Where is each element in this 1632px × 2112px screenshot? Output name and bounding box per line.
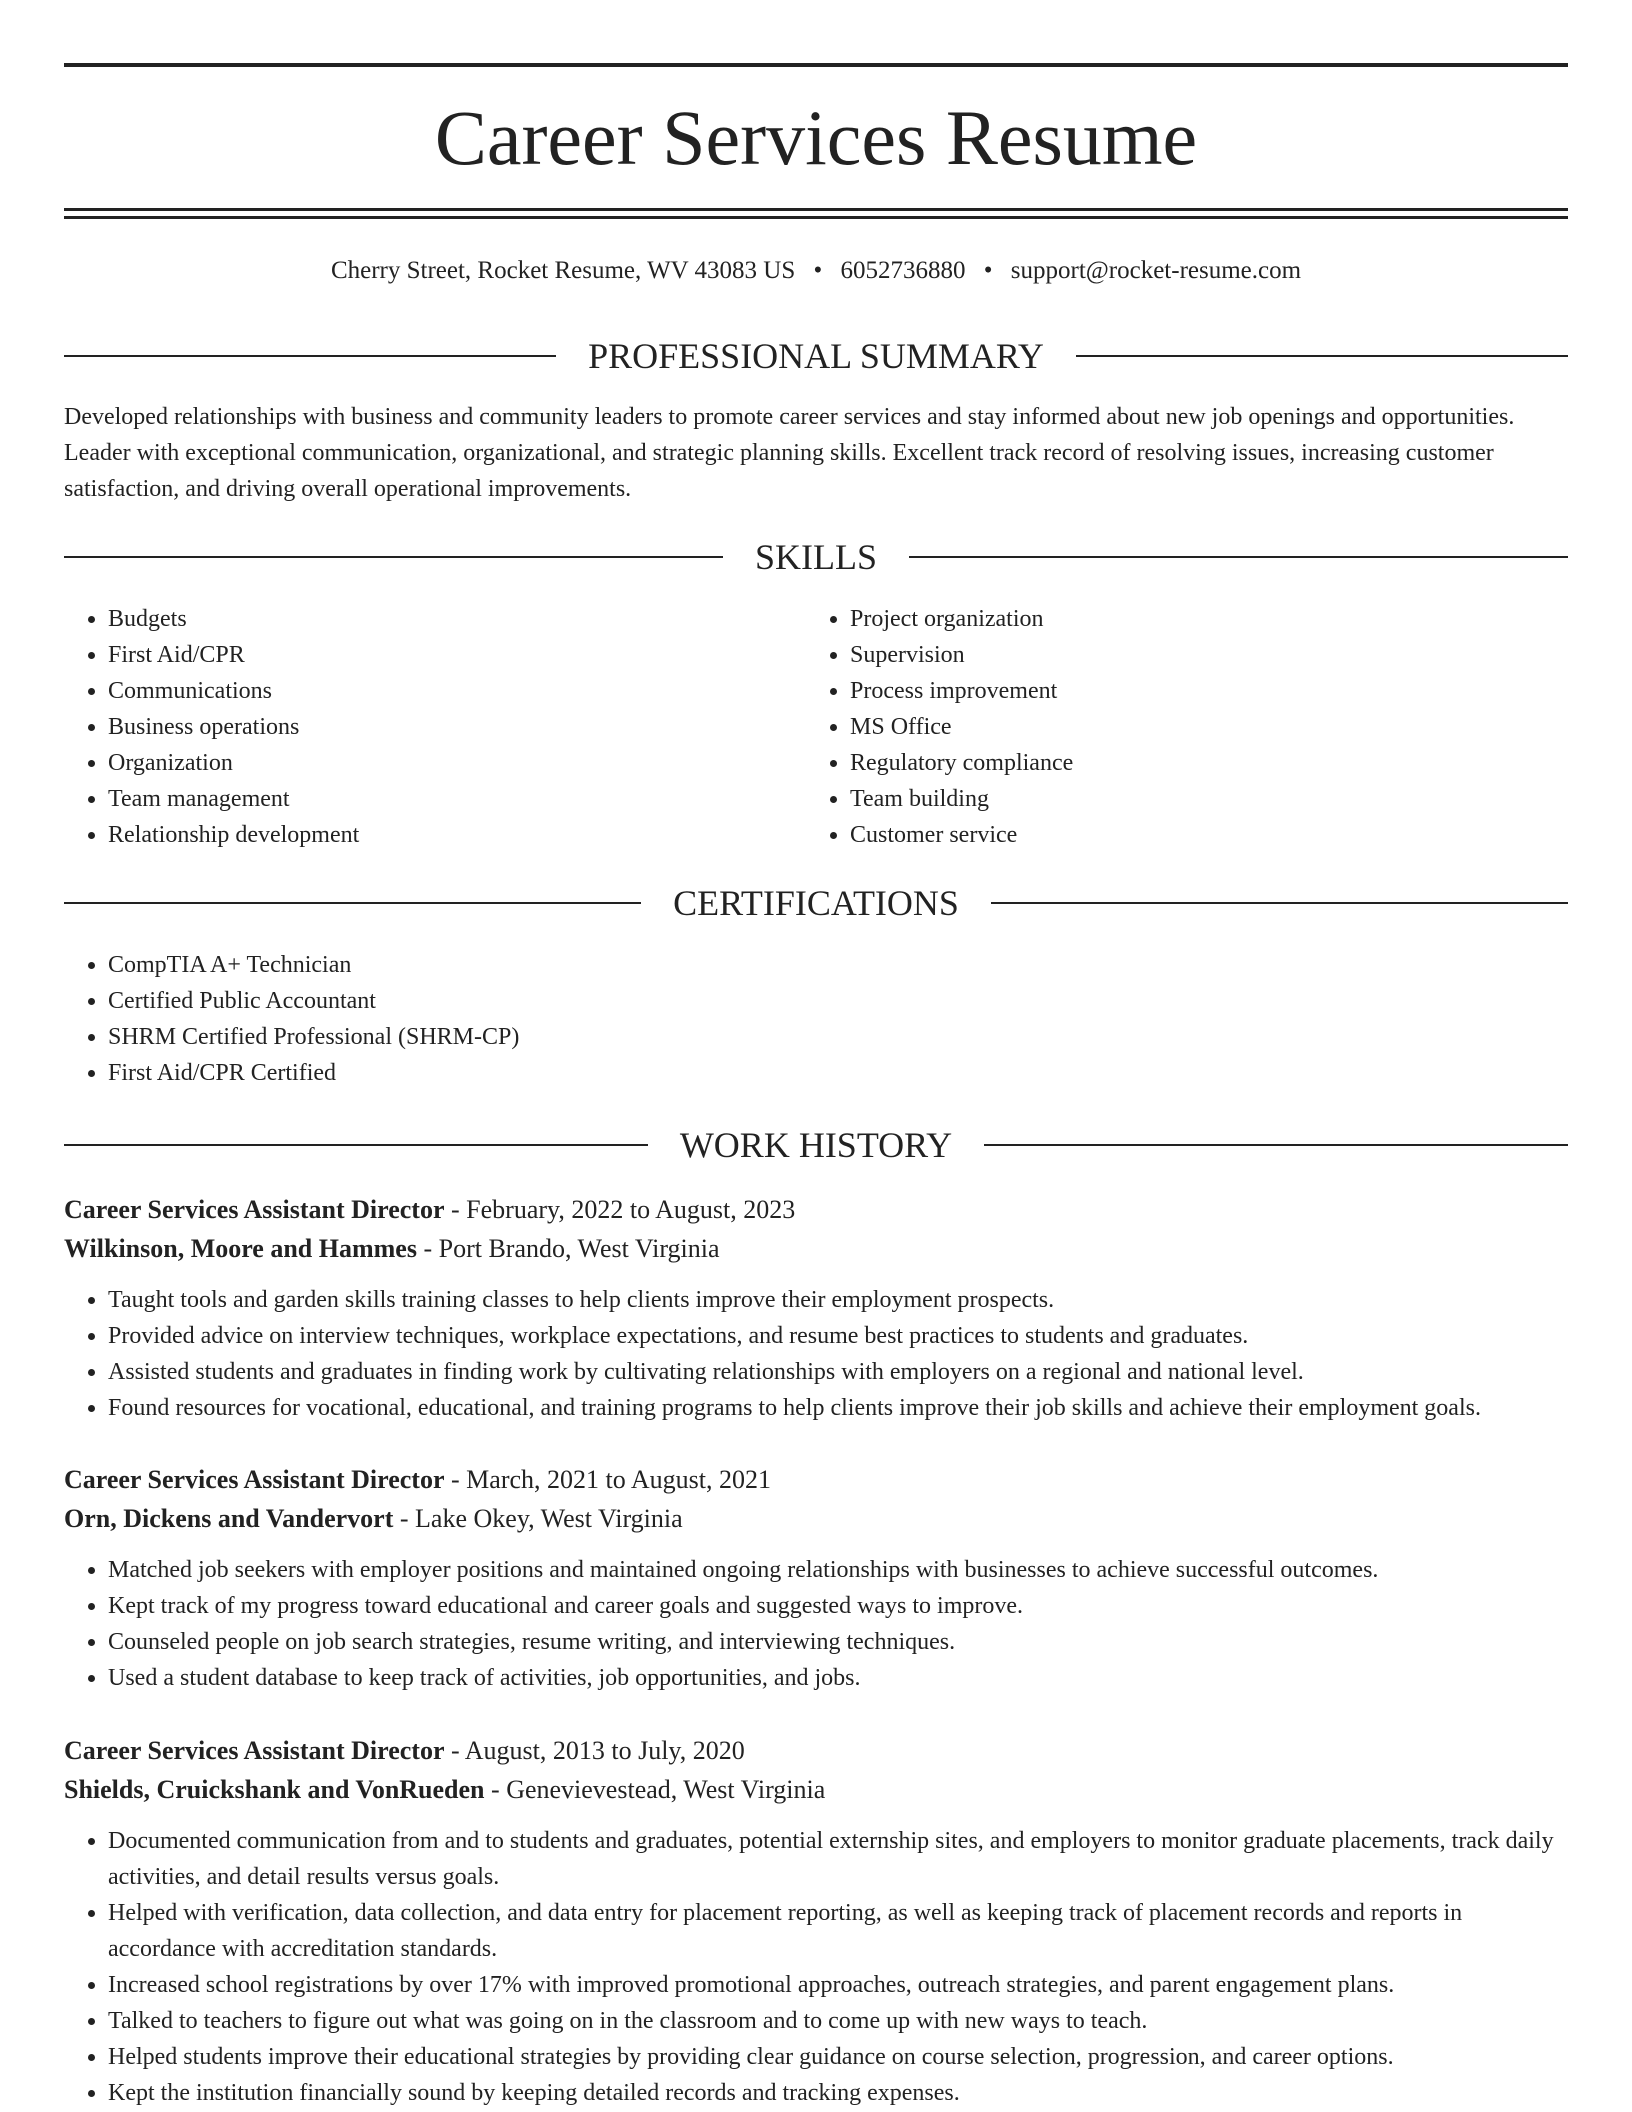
job-title: Career Services Assistant Director	[64, 1195, 445, 1224]
job-bullet: • Helped with verification, data collection, and data entry for placement reporting, as well as keeping track of placement records and reports in accordance with accreditation standards.	[108, 1895, 1568, 1967]
skill-item: • Communications	[108, 673, 806, 709]
skills-list-right	[806, 601, 1548, 853]
skill-item: • Organization	[108, 745, 806, 781]
job-title-line	[64, 1460, 1568, 1499]
certification-item: • First Aid/CPR Certified	[108, 1055, 1568, 1091]
job-bullet: • Found resources for vocational, educational, and training programs to help clients improve their job skills and achieve their employment goals.	[108, 1390, 1568, 1426]
job-bullet: • Assisted students and graduates in finding work by cultivating relationships with employers on a regional and national level.	[108, 1354, 1568, 1390]
job-bullet: • Used a student database to keep track of activities, job opportunities, and jobs.	[108, 1660, 1568, 1696]
job-entry	[64, 1731, 1568, 2111]
skills-heading	[64, 534, 1568, 580]
certification-item: • CompTIA A+ Technician	[108, 947, 1568, 983]
contact-address: Cherry Street, Rocket Resume, WV 43083 US	[330, 257, 796, 284]
skill-item: • Process improvement	[850, 673, 1548, 709]
job-company: Shields, Cruickshank and VonRueden	[64, 1775, 485, 1804]
job-bullet: • Provided advice on interview techniques, workplace expectations, and resume best practices to students and graduates.	[108, 1318, 1568, 1354]
skill-item: • Customer service	[850, 817, 1548, 853]
summary-heading	[64, 333, 1568, 379]
heading-rule-left	[64, 902, 641, 904]
heading-rule-right	[984, 1144, 1568, 1146]
skill-item: • First Aid/CPR	[108, 637, 806, 673]
job-location: - Port Brando, West Virginia	[416, 1234, 720, 1263]
job-bullet: • Helped students improve their educational strategies by providing clear guidance on course selection, progression, and career options.	[108, 2039, 1568, 2075]
certifications-section	[64, 947, 1568, 1091]
resume-title: Career Services Resume	[434, 94, 1198, 181]
job-bullet: • Increased school registrations by over 17% with improved promotional approaches, outreach strategies, and parent engagement plans.	[108, 1967, 1568, 2003]
skills-list-left	[64, 601, 806, 853]
certifications-heading-label: CERTIFICATIONS	[673, 883, 959, 923]
skill-item: • Supervision	[850, 637, 1548, 673]
skill-item: • Project organization	[850, 601, 1548, 637]
heading-rule-left	[64, 355, 556, 357]
skills-heading-label: SKILLS	[755, 537, 878, 577]
job-title-line	[64, 1731, 1568, 1770]
job-bullet: • Kept the institution financially sound by keeping detailed records and tracking expenses.	[108, 2075, 1568, 2111]
skill-item: • Relationship development	[108, 817, 806, 853]
certification-item: • SHRM Certified Professional (SHRM-CP)	[108, 1019, 1568, 1055]
job-bullet: • Matched job seekers with employer positions and maintained ongoing relationships with businesses to achieve successful outcomes.	[108, 1552, 1568, 1588]
job-dates: - August, 2013 to July, 2020	[444, 1736, 745, 1765]
job-bullet: • Talked to teachers to figure out what was going on in the classroom and to come up with new ways to teach.	[108, 2003, 1568, 2039]
job-title: Career Services Assistant Director	[64, 1736, 445, 1765]
job-dates: - March, 2021 to August, 2021	[444, 1465, 771, 1494]
job-bullet: • Kept track of my progress toward educational and career goals and suggested ways to improve.	[108, 1588, 1568, 1624]
job-entry	[64, 1190, 1568, 1426]
job-company-line	[64, 1770, 1568, 1809]
heading-rule-right	[1076, 355, 1568, 357]
job-bullet-list	[64, 1282, 1568, 1426]
summary-section	[64, 399, 1568, 507]
job-entry	[64, 1460, 1568, 1696]
skill-item: • Budgets	[108, 601, 806, 637]
job-company-line	[64, 1499, 1568, 1538]
job-company: Orn, Dickens and Vandervort	[64, 1504, 394, 1533]
job-bullet: • Documented communication from and to students and graduates, potential externship sites, and employers to monitor graduate placements, track daily activities, and detail results versus goals.	[108, 1823, 1568, 1895]
contact-email: support@rocket-resume.com	[1010, 257, 1302, 284]
contact-phone: 6052736880	[840, 257, 966, 284]
contact-separator: •	[813, 257, 823, 284]
skills-section	[64, 601, 1568, 853]
job-bullet: • Counseled people on job search strategies, resume writing, and interviewing techniques.	[108, 1624, 1568, 1660]
certifications-heading	[64, 880, 1568, 926]
top-divider	[64, 63, 1568, 67]
skill-item: • Team building	[850, 781, 1548, 817]
heading-rule-left	[64, 1144, 648, 1146]
job-dates: - February, 2022 to August, 2023	[444, 1195, 796, 1224]
summary-text: Developed relationships with business and community leaders to promote career services and stay informed about new job openings and opportunities. Leader with exceptional communication, organizational, and strategic planning skills. Excellent track record of resolving issues, increasing customer satisfaction, and driving overall operational improvements.	[64, 404, 1515, 502]
skill-item: • Team management	[108, 781, 806, 817]
job-company-line	[64, 1229, 1568, 1268]
skill-item: • Regulatory compliance	[850, 745, 1548, 781]
job-location: - Lake Okey, West Virginia	[393, 1504, 683, 1533]
job-company: Wilkinson, Moore and Hammes	[64, 1234, 417, 1263]
skill-item: • Business operations	[108, 709, 806, 745]
job-bullet-list	[64, 1823, 1568, 2111]
heading-rule-right	[991, 902, 1568, 904]
job-bullet-list	[64, 1552, 1568, 1696]
heading-rule-right	[909, 556, 1568, 558]
job-title-line	[64, 1190, 1568, 1229]
contact-separator: •	[983, 257, 993, 284]
work-heading-label: WORK HISTORY	[679, 1125, 953, 1165]
skill-item: • MS Office	[850, 709, 1548, 745]
certification-item: • Certified Public Accountant	[108, 983, 1568, 1019]
work-heading	[64, 1122, 1568, 1168]
job-bullet: • Taught tools and garden skills training classes to help clients improve their employment prospects.	[108, 1282, 1568, 1318]
contact-line	[64, 253, 1568, 289]
heading-rule-left	[64, 556, 723, 558]
job-location: - Genevievestead, West Virginia	[484, 1775, 826, 1804]
certifications-list	[64, 947, 1568, 1091]
title-double-divider	[64, 208, 1568, 219]
job-title: Career Services Assistant Director	[64, 1465, 445, 1494]
summary-heading-label: PROFESSIONAL SUMMARY	[588, 336, 1044, 376]
